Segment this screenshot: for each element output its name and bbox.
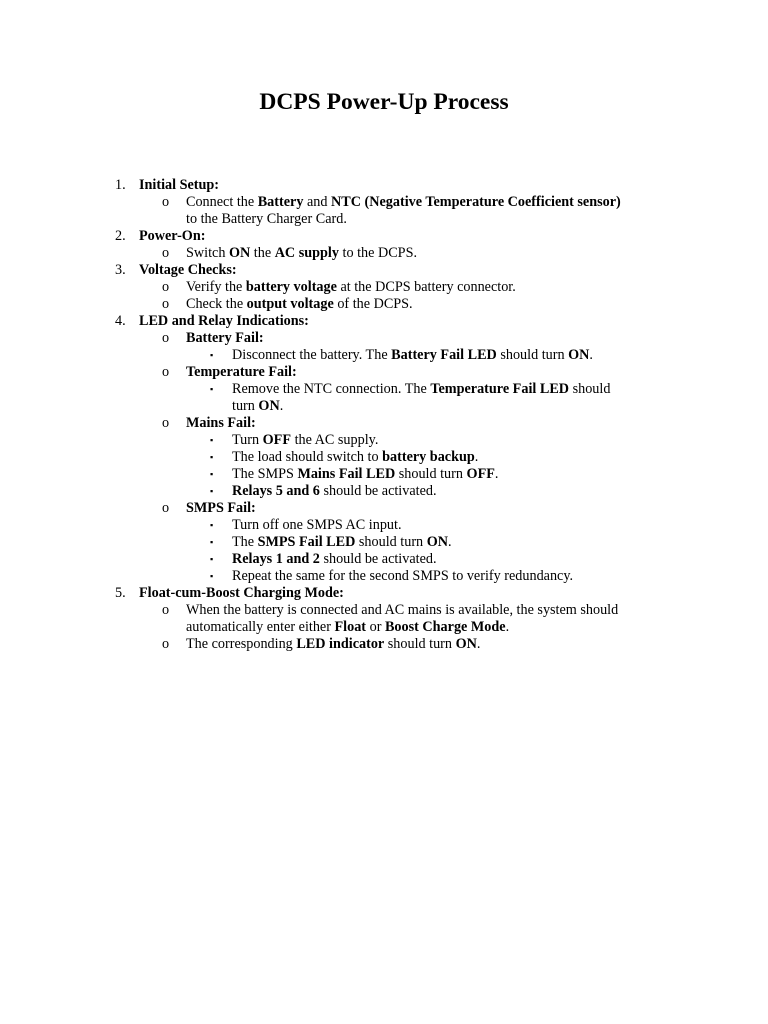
item-text bbox=[186, 602, 618, 619]
text-run: turn bbox=[232, 398, 259, 414]
item-text bbox=[186, 415, 256, 432]
text-run: . bbox=[589, 347, 593, 363]
item-text bbox=[232, 534, 452, 551]
bold-text: NTC (Negative Temperature Coefficient sensor) bbox=[331, 194, 621, 210]
item-text bbox=[232, 568, 573, 585]
bold-text: ON bbox=[426, 534, 448, 550]
item-text bbox=[232, 398, 283, 415]
sub-item bbox=[0, 279, 768, 296]
step-number: 2. bbox=[115, 228, 126, 244]
step-heading-row bbox=[0, 585, 768, 602]
text-run: . bbox=[474, 449, 479, 465]
step-heading-row bbox=[0, 228, 768, 245]
bold-text: OFF bbox=[466, 466, 495, 482]
bullet-marker: o bbox=[162, 245, 170, 261]
bold-text: Relays 5 and 6 bbox=[232, 483, 320, 499]
item-text bbox=[186, 619, 509, 636]
text-run: Disconnect the battery. The bbox=[232, 347, 392, 363]
bold-text: battery voltage bbox=[245, 279, 337, 295]
bold-text: SMPS Fail LED bbox=[257, 534, 356, 550]
text-run: to the Battery Charger Card. bbox=[186, 211, 347, 227]
bold-text: Battery Fail LED bbox=[391, 347, 497, 363]
bullet-marker: ▪ bbox=[210, 537, 214, 547]
text-run: . bbox=[494, 466, 499, 482]
step-number: 3. bbox=[115, 262, 126, 278]
text-run: Remove the NTC connection. The bbox=[232, 381, 431, 397]
text-run: at the DCPS battery connector. bbox=[336, 279, 516, 295]
text-run: to the DCPS. bbox=[338, 245, 418, 261]
sub-item bbox=[0, 364, 768, 381]
bullet-marker: ▪ bbox=[210, 486, 214, 496]
step-number: 1. bbox=[115, 177, 126, 193]
sub-item bbox=[0, 500, 768, 517]
item-text bbox=[232, 449, 478, 466]
bold-text: Temperature Fail LED bbox=[430, 381, 570, 397]
step-number: 5. bbox=[115, 585, 126, 601]
text-run: Turn off one SMPS AC input. bbox=[232, 517, 402, 533]
bold-text: Mains Fail: bbox=[186, 415, 256, 431]
bold-text: ON bbox=[258, 398, 280, 414]
bold-text: SMPS Fail: bbox=[186, 500, 256, 516]
bullet-marker: o bbox=[162, 500, 170, 516]
step-heading-row bbox=[0, 177, 768, 194]
sub-item-continuation bbox=[0, 619, 768, 636]
sub-item bbox=[0, 245, 768, 262]
page-title: DCPS Power-Up Process bbox=[259, 89, 509, 115]
item-text bbox=[232, 483, 437, 500]
item-text bbox=[232, 551, 437, 568]
bold-text: LED indicator bbox=[296, 636, 385, 652]
text-run: . bbox=[447, 534, 452, 550]
bullet-marker: o bbox=[162, 602, 170, 618]
item-text bbox=[186, 296, 413, 313]
text-run: . bbox=[505, 619, 510, 635]
text-run: Switch bbox=[186, 245, 229, 261]
step-heading: Initial Setup: bbox=[139, 177, 220, 193]
sub-item bbox=[0, 636, 768, 653]
bullet-marker: o bbox=[162, 194, 170, 210]
sub-item bbox=[0, 330, 768, 347]
text-run: of the DCPS. bbox=[333, 296, 413, 312]
text-run: or bbox=[366, 619, 385, 635]
step-heading: LED and Relay Indications: bbox=[139, 313, 309, 329]
text-run: The SMPS bbox=[232, 466, 298, 482]
bullet-marker: ▪ bbox=[210, 452, 214, 462]
process-steps-list bbox=[0, 177, 768, 653]
item-text bbox=[186, 245, 417, 262]
text-run: the AC supply. bbox=[291, 432, 379, 448]
sub-sub-item bbox=[0, 381, 768, 398]
bullet-marker: o bbox=[162, 330, 170, 346]
text-run: . bbox=[279, 398, 284, 414]
bullet-marker: ▪ bbox=[210, 350, 214, 360]
text-run: The bbox=[232, 534, 258, 550]
bullet-marker: ▪ bbox=[210, 384, 214, 394]
step-heading: Voltage Checks: bbox=[139, 262, 237, 278]
text-run: and bbox=[303, 194, 332, 210]
text-run: The corresponding bbox=[186, 636, 297, 652]
bold-text: Float bbox=[334, 619, 367, 635]
bullet-marker: ▪ bbox=[210, 469, 214, 479]
step-heading: Float-cum-Boost Charging Mode: bbox=[139, 585, 344, 601]
text-run: should bbox=[569, 381, 611, 397]
bold-text: Boost Charge Mode bbox=[384, 619, 506, 635]
text-run: Repeat the same for the second SMPS to verify redundancy. bbox=[232, 568, 574, 584]
bullet-marker: o bbox=[162, 296, 170, 312]
bullet-marker: o bbox=[162, 279, 170, 295]
sub-sub-item bbox=[0, 551, 768, 568]
text-run: . bbox=[476, 636, 481, 652]
bullet-marker: o bbox=[162, 415, 170, 431]
step-heading: Power-On: bbox=[139, 228, 206, 244]
bold-text: Battery Fail: bbox=[186, 330, 264, 346]
text-run: Turn bbox=[232, 432, 263, 448]
sub-item bbox=[0, 415, 768, 432]
item-text bbox=[232, 347, 593, 364]
text-run: should be activated. bbox=[319, 483, 437, 499]
text-run: should turn bbox=[496, 347, 569, 363]
bold-text: Mains Fail LED bbox=[297, 466, 396, 482]
sub-sub-item bbox=[0, 534, 768, 551]
text-run: automatically enter either bbox=[186, 619, 335, 635]
step-number: 4. bbox=[115, 313, 126, 329]
text-run: should turn bbox=[395, 466, 467, 482]
bold-text: ON bbox=[568, 347, 590, 363]
text-run: Connect the bbox=[186, 194, 258, 210]
item-text bbox=[186, 364, 297, 381]
bold-text: battery backup bbox=[382, 449, 475, 465]
bold-text: OFF bbox=[262, 432, 292, 448]
sub-item bbox=[0, 602, 768, 619]
step-heading-row bbox=[0, 262, 768, 279]
bold-text: ON bbox=[228, 245, 251, 261]
step-heading-row bbox=[0, 313, 768, 330]
bold-text: AC supply bbox=[274, 245, 339, 261]
sub-sub-item bbox=[0, 449, 768, 466]
item-text bbox=[186, 500, 256, 517]
bullet-marker: ▪ bbox=[210, 435, 214, 445]
sub-sub-item bbox=[0, 347, 768, 364]
item-text bbox=[232, 517, 402, 534]
bold-text: Battery bbox=[257, 194, 304, 210]
bullet-marker: o bbox=[162, 364, 170, 380]
item-text bbox=[232, 432, 378, 449]
bullet-marker: ▪ bbox=[210, 571, 214, 581]
text-run: When the battery is connected and AC mains is available, the system should bbox=[186, 602, 619, 618]
text-run: Verify the bbox=[186, 279, 246, 295]
item-text bbox=[186, 279, 516, 296]
bold-text: Temperature Fail: bbox=[186, 364, 297, 380]
sub-item-continuation bbox=[0, 211, 768, 228]
item-text bbox=[232, 466, 498, 483]
text-run: should turn bbox=[355, 534, 427, 550]
sub-sub-item bbox=[0, 568, 768, 585]
item-text bbox=[186, 330, 264, 347]
item-text bbox=[232, 381, 610, 398]
sub-item bbox=[0, 194, 768, 211]
item-text bbox=[186, 636, 480, 653]
bullet-marker: ▪ bbox=[210, 554, 214, 564]
bullet-marker: ▪ bbox=[210, 520, 214, 530]
sub-sub-item bbox=[0, 517, 768, 534]
sub-sub-item bbox=[0, 466, 768, 483]
item-text bbox=[186, 194, 621, 211]
sub-sub-item bbox=[0, 483, 768, 500]
text-run: should turn bbox=[384, 636, 456, 652]
bold-text: output voltage bbox=[246, 296, 334, 312]
bold-text: ON bbox=[455, 636, 477, 652]
bullet-marker: o bbox=[162, 636, 170, 652]
text-run: Check the bbox=[186, 296, 247, 312]
item-text bbox=[186, 211, 347, 228]
bold-text: Relays 1 and 2 bbox=[232, 551, 320, 567]
text-run: the bbox=[250, 245, 275, 261]
text-run: should be activated. bbox=[319, 551, 437, 567]
sub-sub-item-continuation bbox=[0, 398, 768, 415]
sub-sub-item bbox=[0, 432, 768, 449]
text-run: The load should switch to bbox=[232, 449, 383, 465]
sub-item bbox=[0, 296, 768, 313]
